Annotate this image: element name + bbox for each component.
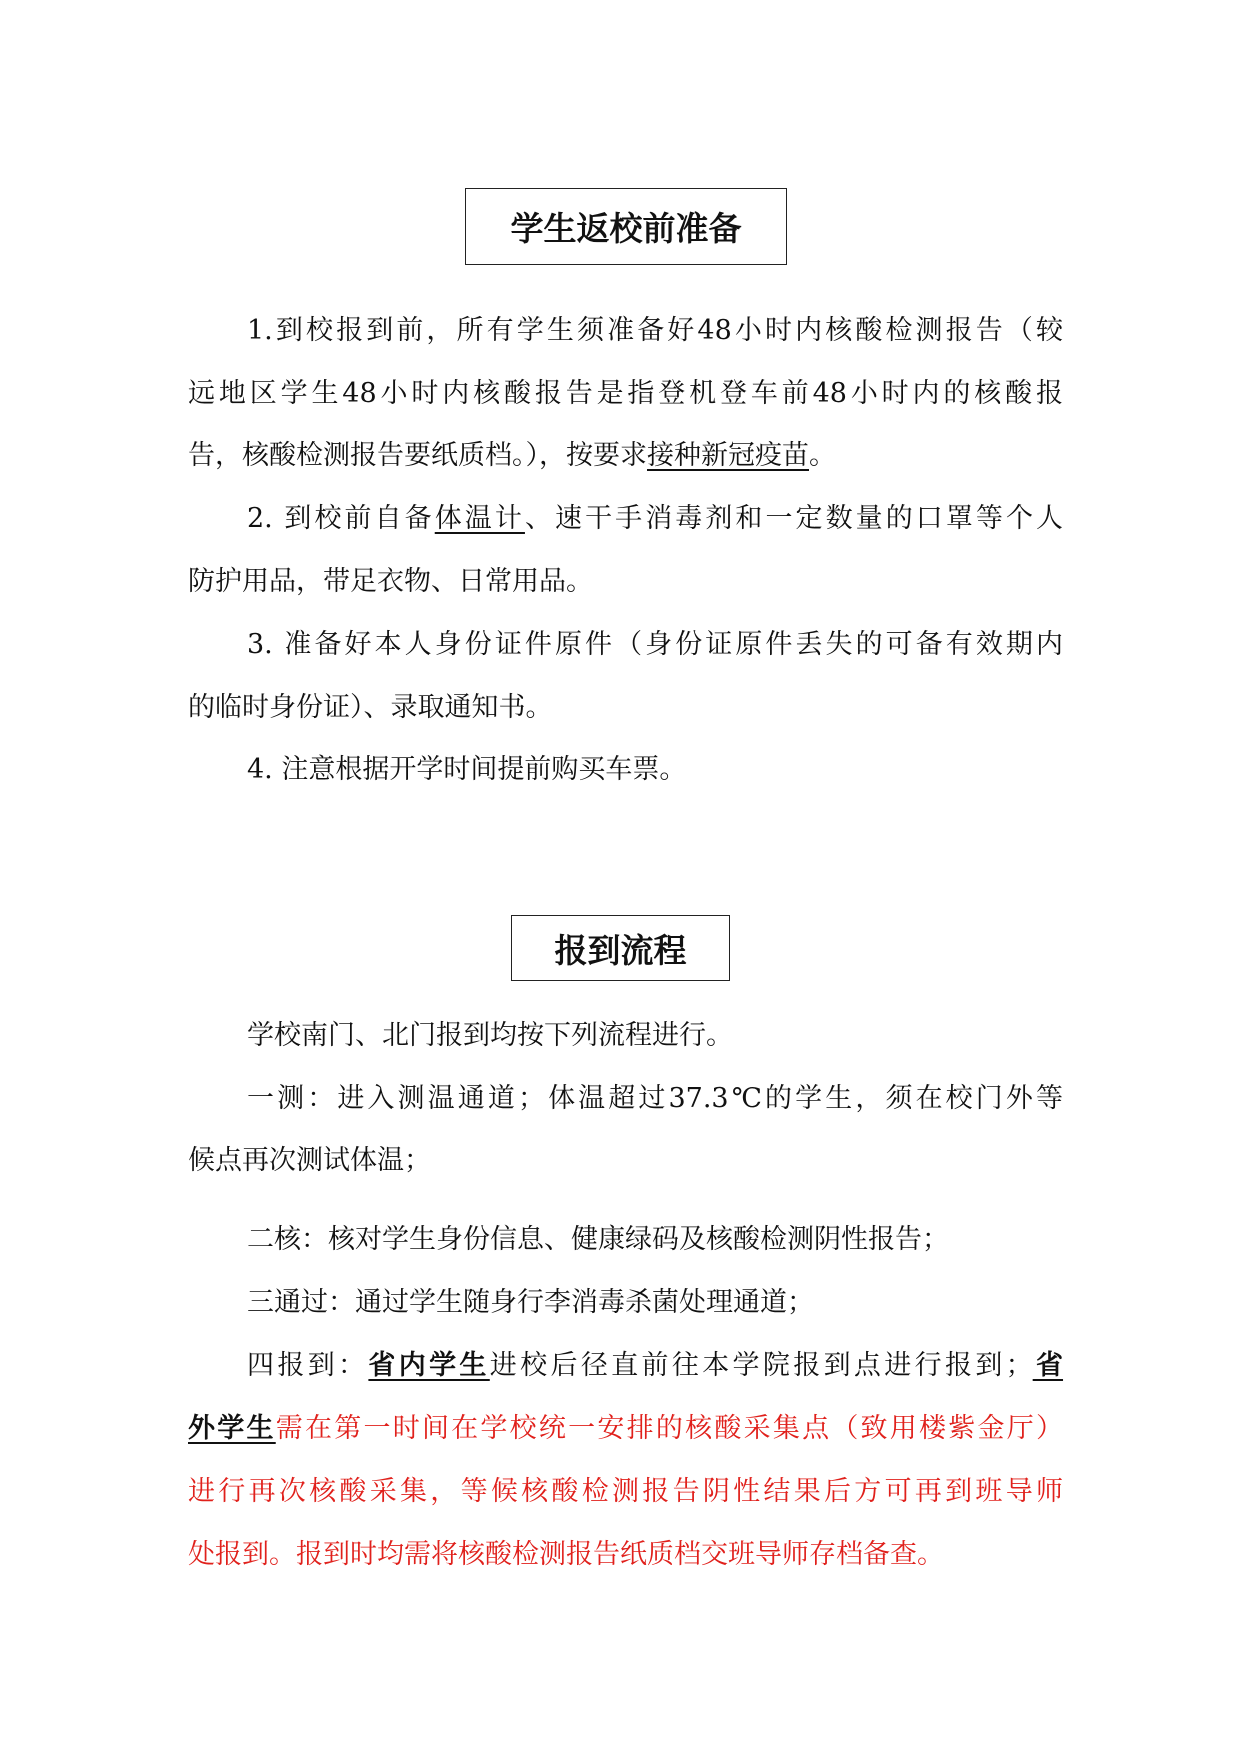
thermometer-underlined: 体温计 — [434, 503, 525, 534]
prep-item-1-line-3 — [188, 438, 1063, 474]
step-4-line-1 — [247, 1348, 1063, 1384]
prep-item-1-end: 。 — [809, 440, 836, 471]
prep-item-4: 4. 注意根据开学时间提前购买车票。 — [247, 754, 687, 785]
prep-item-2-text-b: 、速干手消毒剂和一定数量的口罩等个人 — [524, 503, 1064, 534]
step-2: 二核：核对学生身份信息、健康绿码及核酸检测阴性报告； — [247, 1224, 949, 1255]
section-title-pre-return: 学生返校前准备 — [465, 188, 787, 265]
prep-item-1-text: 告，核酸检测报告要纸质档。），按要求 — [188, 440, 647, 471]
prep-item-2-text-a: 2. 到校前自备 — [247, 503, 435, 534]
registration-intro: 学校南门、北门报到均按下列流程进行。 — [247, 1020, 733, 1051]
in-province-students: 省内学生 — [368, 1350, 490, 1381]
step-3: 三通过：通过学生随身行李消毒杀菌处理通道； — [247, 1287, 814, 1318]
prep-item-3-line-2: 的临时身份证）、录取通知书。 — [188, 692, 553, 723]
step-4-line-4: 处报到。报到时均需将核酸检测报告纸质档交班导师存档备查。 — [188, 1539, 944, 1570]
step-4-line-3: 进行再次核酸采集，等候核酸检测报告阴性结果后方可再到班导师 — [188, 1476, 1063, 1507]
prep-item-1-line-2: 远地区学生48小时内核酸报告是指登机登车前48小时内的核酸报 — [188, 378, 1063, 409]
prep-item-3-line-1: 3. 准备好本人身份证件原件（身份证原件丢失的可备有效期内 — [247, 629, 1063, 660]
out-province-label-a: 省 — [1032, 1350, 1064, 1381]
step-4-prefix: 四报到： — [247, 1350, 369, 1381]
prep-item-1-line-1: 1.到校报到前，所有学生须准备好48小时内核酸检测报告（较 — [247, 315, 1063, 346]
step-1-line-2: 候点再次测试体温； — [188, 1145, 431, 1176]
prep-item-2-line-1 — [247, 501, 1063, 537]
out-province-label-b: 外学生 — [188, 1413, 276, 1444]
vaccine-underlined: 接种新冠疫苗 — [647, 440, 809, 471]
step-4-line-2 — [188, 1411, 1063, 1447]
step-4-out-province-text: 需在第一时间在学校统一安排的核酸采集点（致用楼紫金厅） — [275, 1413, 1064, 1444]
prep-item-2-line-2: 防护用品，带足衣物、日常用品。 — [188, 566, 593, 597]
step-1-line-1: 一测：进入测温通道；体温超过37.3℃的学生，须在校门外等 — [247, 1083, 1063, 1114]
section-title-registration: 报到流程 — [511, 915, 730, 981]
step-4-in-province-text: 进校后径直前往本学院报到点进行报到； — [489, 1350, 1033, 1381]
